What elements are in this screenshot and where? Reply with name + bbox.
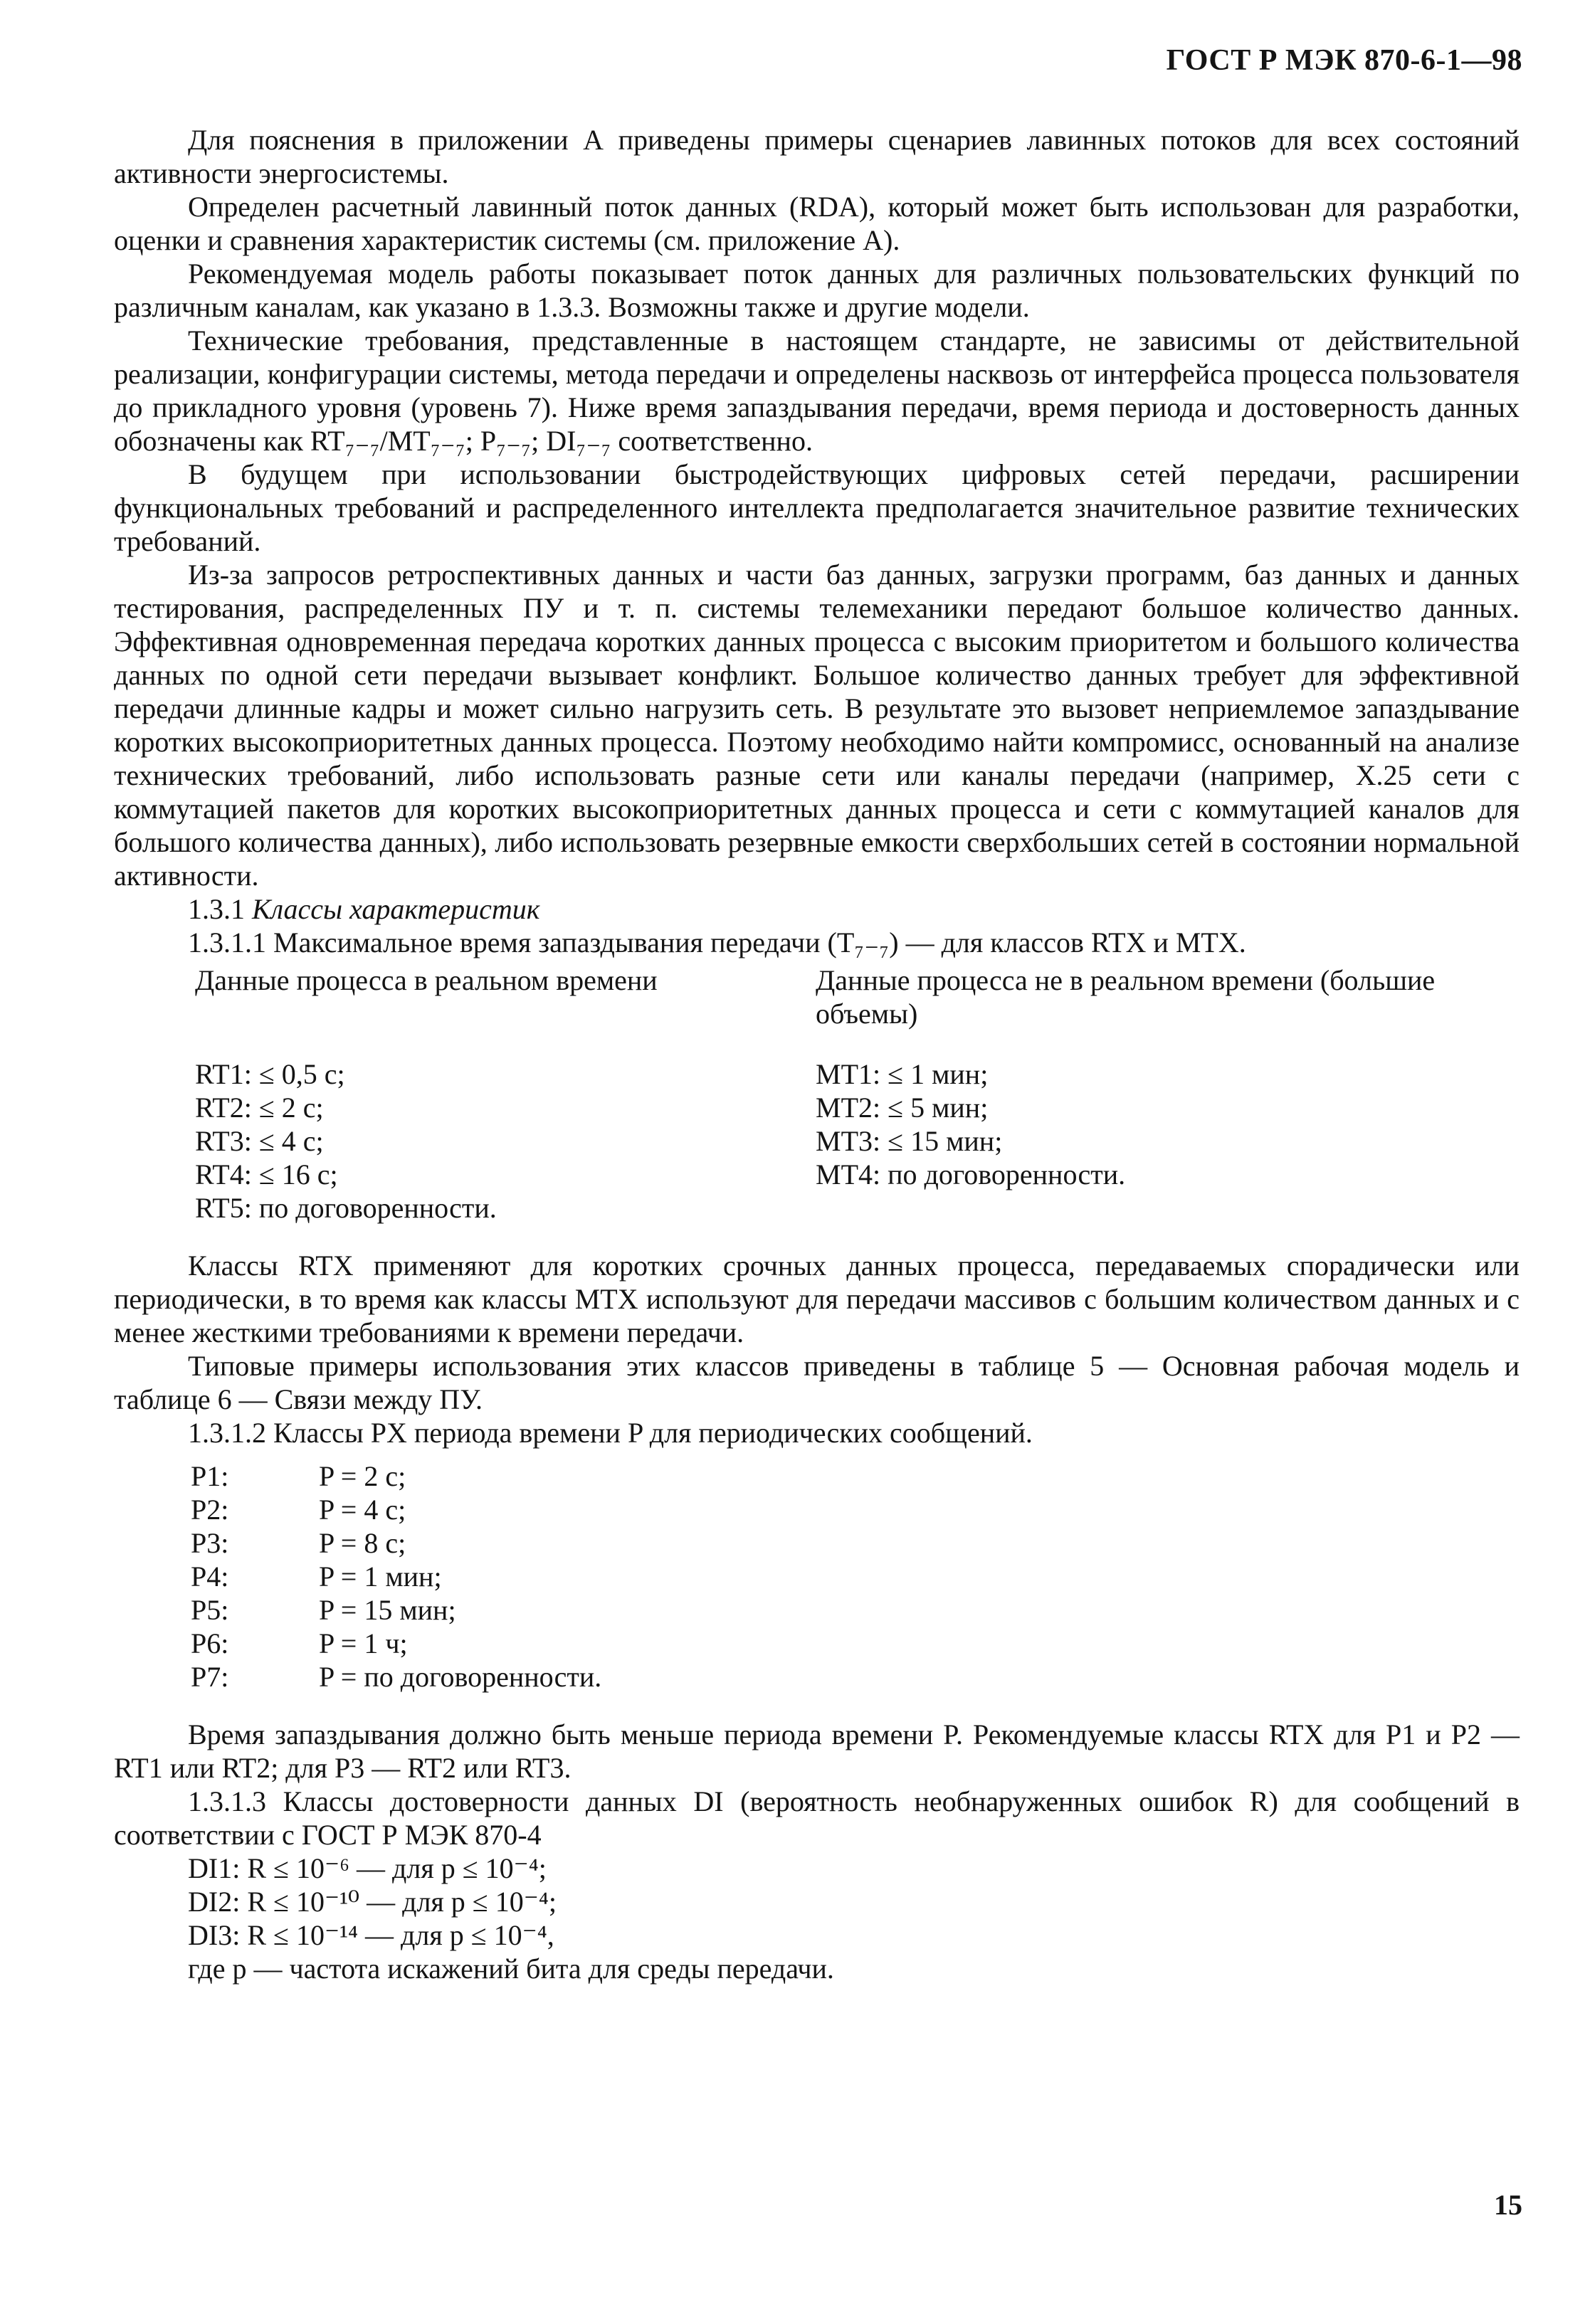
- paragraph: [114, 324, 1520, 458]
- p-class-name: P5:: [191, 1594, 229, 1626]
- p-class-row: [114, 1627, 1520, 1660]
- notation-symbols: RT₇₋₇/MT₇₋₇; P₇₋₇; DI₇₋₇: [310, 425, 611, 457]
- mt-class: MT3: ≤ 15 мин;: [816, 1125, 1003, 1157]
- section-number: 1.3.1: [188, 893, 245, 925]
- mt-class: MT2: ≤ 5 мин;: [816, 1092, 989, 1124]
- rt-class: RT4: ≤ 16 с;: [195, 1158, 338, 1190]
- paragraph: Определен расчетный лавинный поток данных (RDA), который может быть использован для разработки, оценки и сравнения характеристик системы (см. приложение А).: [114, 191, 1520, 256]
- p-class-list: [114, 1459, 1520, 1694]
- p-class-value: P = 4 с;: [319, 1494, 406, 1526]
- paragraph: В будущем при использовании быстродействующих цифровых сетей передачи, расширении функциональных требований и распределенного интеллекта предполагается значительное развитие технических требований.: [114, 458, 1520, 557]
- class-columns: [114, 963, 1520, 1225]
- paragraph: Рекомендуемая модель работы показывает поток данных для различных пользовательских функций по различным каналам, как указано в 1.3.3. Возможны также и другие модели.: [114, 258, 1520, 323]
- rt-class: RT5: по договоренности.: [195, 1192, 497, 1224]
- di-class: DI1: R ≤ 10⁻⁶ — для p ≤ 10⁻⁴;: [188, 1852, 547, 1884]
- p-class-name: P6:: [191, 1627, 229, 1659]
- rt-class: RT3: ≤ 4 с;: [195, 1125, 324, 1157]
- mt-class: MT4: по договоренности.: [816, 1158, 1126, 1190]
- paragraph: Время запаздывания должно быть меньше периода времени P. Рекомендуемые классы RTX для P1 и P2 — RT1 или RT2; для P3 — RT2 или RT3.: [114, 1718, 1520, 1784]
- page-content: [114, 123, 1520, 1985]
- di-class: DI3: R ≤ 10⁻¹⁴ — для p ≤ 10⁻⁴,: [188, 1919, 554, 1951]
- rt-class: RT1: ≤ 0,5 с;: [195, 1058, 345, 1090]
- p-class-row: [114, 1459, 1520, 1493]
- subsection-heading: 1.3.1.1 Максимальное время запаздывания передачи (T₇₋₇) — для классов RTX и MTX.: [188, 926, 1246, 958]
- document-header: ГОСТ Р МЭК 870-6-1—98: [1166, 44, 1522, 77]
- p-class-value: P = 8 с;: [319, 1527, 406, 1559]
- paragraph-text: соответственно.: [611, 425, 813, 457]
- p-class-row: [114, 1526, 1520, 1560]
- p-class-row: [114, 1560, 1520, 1593]
- paragraph: Типовые примеры использования этих классов приведены в таблице 5 — Основная рабочая модель и таблице 6 — Связи между ПУ.: [114, 1350, 1520, 1415]
- p-class-value: P = по договоренности.: [319, 1661, 602, 1693]
- subsection-heading: 1.3.1.2 Классы PX периода времени P для периодических сообщений.: [188, 1417, 1033, 1449]
- p-class-value: P = 15 мин;: [319, 1594, 456, 1626]
- di-note: где p — частота искажений бита для среды передачи.: [188, 1953, 834, 1985]
- rt-column-heading: Данные процесса в реальном времени: [195, 964, 658, 996]
- p-class-row: [114, 1593, 1520, 1627]
- rt-column: [114, 963, 816, 1225]
- mt-column-heading: Данные процесса не в реальном времени (большие объемы): [816, 964, 1436, 1030]
- paragraph-text: Технические требования, представленные в настоящем стандарте, не зависимы от действительной реализации, конфигурации системы, метода передачи и определены насквозь от интерфейса процесса пользователя до прикладного уровня (уровень 7). Ниже время запаздывания передачи, время периода и достоверность данных обозначены как: [114, 324, 1520, 457]
- p-class-name: P1:: [191, 1460, 229, 1492]
- subsection-heading: 1.3.1.3 Классы достоверности данных DI (вероятность необнаруженных ошибок R) для сообщений в соответствии с ГОСТ Р МЭК 870-4: [114, 1785, 1520, 1851]
- section-heading: [114, 892, 1520, 926]
- p-class-value: P = 1 ч;: [319, 1627, 408, 1659]
- p-class-value: P = 2 с;: [319, 1460, 406, 1492]
- paragraph: Для пояснения в приложении А приведены примеры сценариев лавинных потоков для всех состояний активности энергосистемы.: [114, 124, 1520, 189]
- p-class-row: [114, 1660, 1520, 1694]
- paragraph: Из-за запросов ретроспективных данных и части баз данных, загрузки программ, баз данных и данных тестирования, распределенных ПУ и т. п. системы телемеханики передают большое количество данных. Эффективная одновременная передача коротких данных процесса с высоким приоритетом и большого количества данных по одной сети передачи вызывает конфликт. Большое количество данных требует для эффективной передачи длинные кадры и может сильно нагрузить сеть. В результате это вызовет неприемлемое запаздывание коротких высокоприоритетных данных процесса. Поэтому необходимо найти компромисс, основанный на анализе технических требований, либо использовать разные сети или каналы передачи (например, X.25 сети с коммутацией пакетов для коротких высокоприоритетных данных процесса и сети с коммутацией каналов для большого количества данных), либо использовать резервные емкости сверхбольших сетей в состоянии нормальной активности.: [114, 559, 1520, 892]
- di-class: DI2: R ≤ 10⁻¹⁰ — для p ≤ 10⁻⁴;: [188, 1886, 557, 1918]
- page-number: 15: [1494, 2189, 1522, 2221]
- p-class-name: P4:: [191, 1560, 229, 1593]
- rt-class: RT2: ≤ 2 с;: [195, 1092, 324, 1124]
- p-class-value: P = 1 мин;: [319, 1560, 442, 1593]
- p-class-name: P3:: [191, 1527, 229, 1559]
- p-class-name: P7:: [191, 1661, 229, 1693]
- paragraph: Классы RTX применяют для коротких срочных данных процесса, передаваемых спорадически или периодически, в то время как классы MTX используют для передачи массивов с большим количеством данных и с менее жесткими требованиями к времени передачи.: [114, 1250, 1520, 1348]
- section-title: Классы характеристик: [252, 893, 540, 925]
- p-class-name: P2:: [191, 1494, 229, 1526]
- mt-class: MT1: ≤ 1 мин;: [816, 1058, 989, 1090]
- mt-column: [816, 963, 1520, 1225]
- p-class-row: [114, 1493, 1520, 1526]
